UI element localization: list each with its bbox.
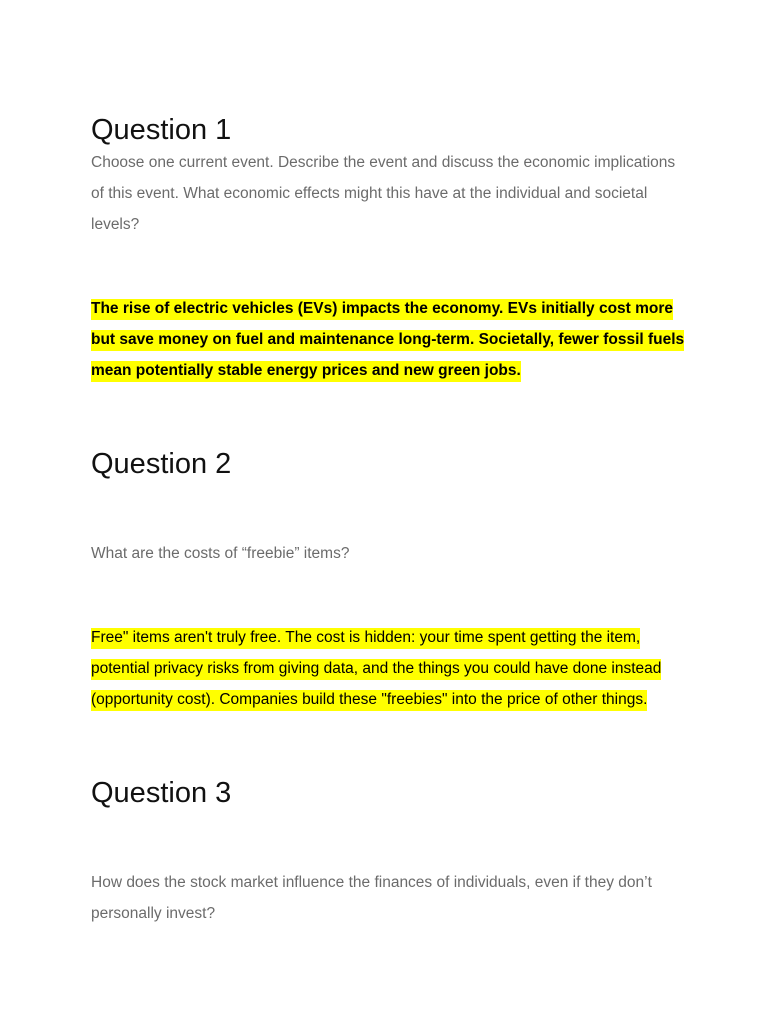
question-1-answer-highlight: The rise of electric vehicles (EVs) impacts the economy. EVs initially cost more but save money on fuel and maintenance long-term. Societally, fewer fossil fuels mean potentially stable energy prices and new green jobs.: [91, 299, 684, 382]
question-1-heading: Question 1: [91, 114, 232, 146]
question-3-prompt: How does the stock market influence the finances of individuals, even if they don’t personally invest?: [91, 874, 652, 922]
question-1-prompt: Choose one current event. Describe the event and discuss the economic implications of this event. What economic effects might this have at the individual and societal levels?: [91, 154, 676, 233]
question-2-answer: [91, 622, 691, 715]
question-2-answer-highlight: Free" items aren't truly free. The cost is hidden: your time spent getting the item, potential privacy risks from giving data, and the things you could have done instead (opportunity cost). Companies build these "freebies" into the price of other things.: [91, 628, 661, 711]
question-1-answer: [91, 293, 691, 386]
question-3-heading: Question 3: [91, 777, 232, 809]
question-2-heading: Question 2: [91, 448, 232, 480]
question-2-prompt: What are the costs of “freebie” items?: [91, 545, 350, 562]
